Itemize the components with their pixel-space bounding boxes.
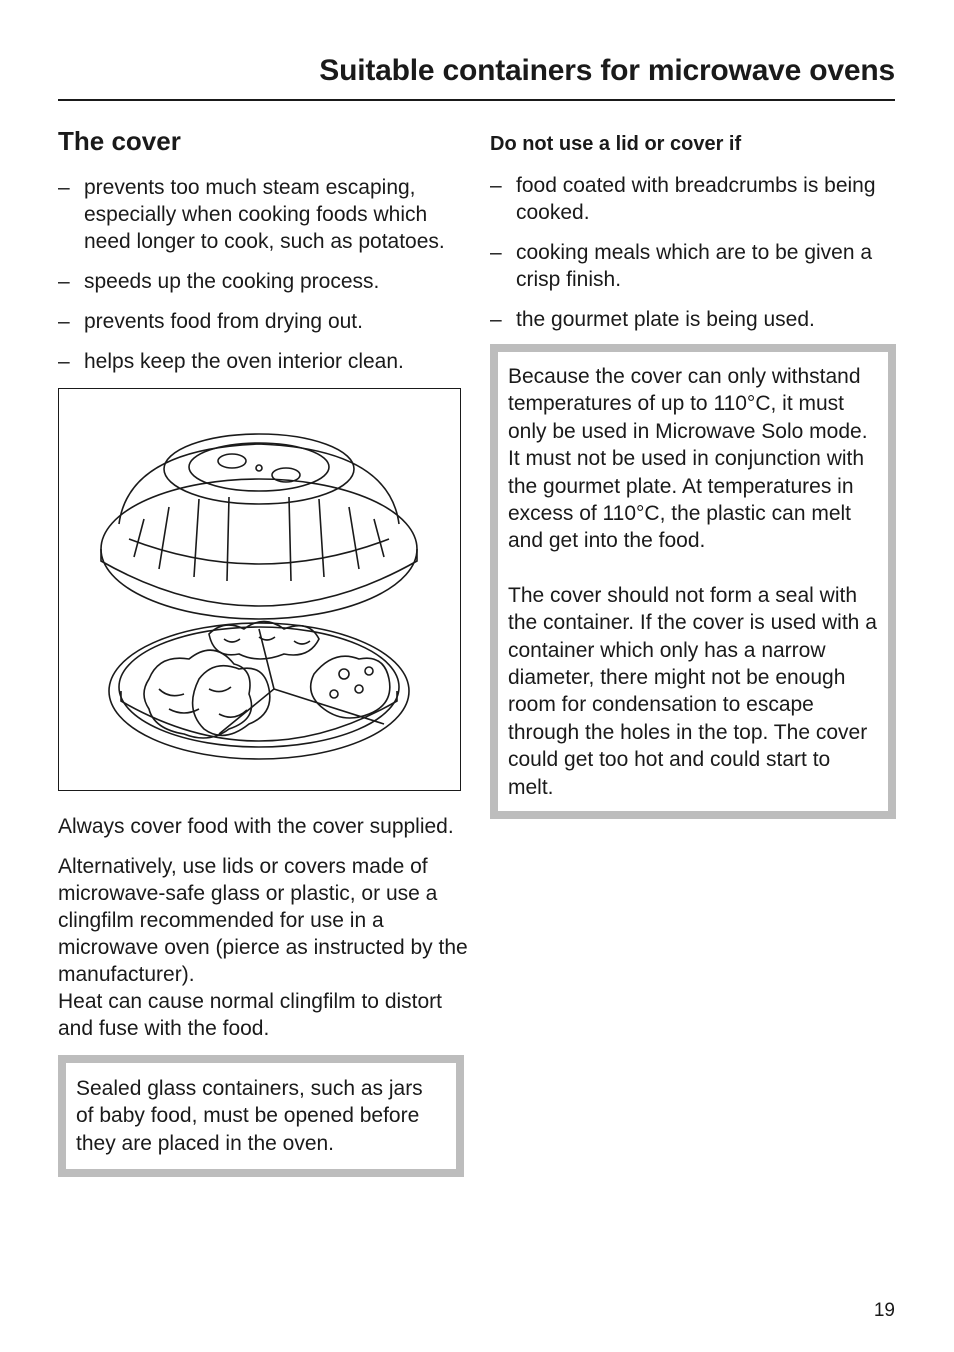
page-header [58, 48, 895, 101]
do-not-use-list [490, 172, 895, 333]
sealed-containers-warning-text: Sealed glass containers, such as jars of baby food, must be opened before they are placed in the oven. [76, 1077, 423, 1155]
clingfilm-warning-text: Heat can cause normal clingfilm to distort and fuse with the food. [58, 990, 442, 1040]
dash-bullet: – [58, 270, 70, 293]
cover-instruction-text: Always cover food with the cover supplied. [58, 815, 454, 838]
list-item [58, 348, 468, 375]
page-number: 19 [873, 1300, 895, 1321]
list-item [58, 308, 468, 335]
cover-and-plate-drawing [59, 389, 459, 789]
alternative-covers-text: Alternatively, use lids or covers made of microwave-safe glass or plastic, or use a clingfilm recommended for use in a microwave oven (pierce as instructed by the manufacturer). [58, 855, 468, 986]
temperature-warning-box [490, 344, 896, 819]
list-item-text: cooking meals which are to be given a crisp finish. [516, 241, 873, 291]
right-column [490, 122, 895, 819]
dash-bullet: – [490, 308, 502, 331]
list-item-text: food coated with breadcrumbs is being cooked. [516, 174, 876, 224]
dash-bullet: – [490, 241, 502, 264]
page-title: Suitable containers for microwave ovens [319, 54, 895, 87]
dash-bullet: – [58, 176, 70, 199]
list-item-text: prevents too much steam escaping, especially when cooking foods which need longer to cook, such as potatoes. [84, 176, 445, 253]
dash-bullet: – [58, 310, 70, 333]
list-item [490, 172, 895, 226]
temperature-warning-text: Because the cover can only withstand temperatures of up to 110°C, it must only be used in Microwave Solo mode. It must not be used in conjunction with the gourmet plate. At temperatures in excess of 110°C, the plastic can melt and get into the food. [508, 365, 868, 553]
dash-bullet: – [58, 350, 70, 373]
section-title-do-not-use: Do not use a lid or cover if [490, 133, 742, 155]
section-title-the-cover: The cover [58, 126, 181, 156]
condensation-warning-text: The cover should not form a seal with the container. If the cover is used with a container which only has a narrow diameter, there might not be enough room for condensation to escape through the holes in the top. The cover could get too hot and could start to melt. [508, 583, 877, 799]
dash-bullet: – [490, 174, 502, 197]
left-column [58, 122, 468, 1177]
list-item-text: the gourmet plate is being used. [516, 308, 815, 331]
list-item [490, 239, 895, 293]
cover-illustration [58, 388, 461, 791]
list-item [490, 306, 895, 333]
list-item [58, 174, 468, 255]
list-item-text: prevents food from drying out. [84, 310, 363, 333]
sealed-containers-warning-box [58, 1055, 464, 1177]
cover-benefits-list [58, 174, 468, 375]
list-item-text: speeds up the cooking process. [84, 270, 380, 293]
list-item-text: helps keep the oven interior clean. [84, 350, 404, 373]
list-item [58, 268, 468, 295]
